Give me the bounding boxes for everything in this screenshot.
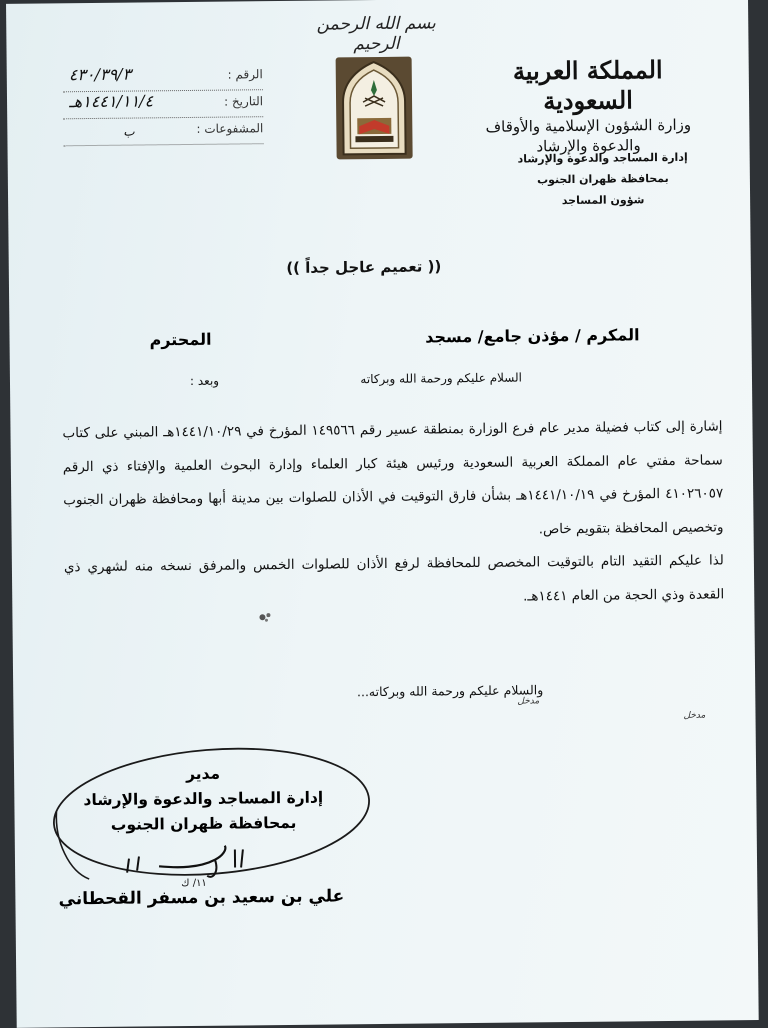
ministry-name-line2: والدعوة والإرشاد — [536, 136, 641, 156]
initials-mark-2: مدخل — [683, 710, 706, 721]
letterhead — [477, 55, 700, 157]
signature-block — [60, 760, 347, 838]
signer-department: إدارة المساجد والدعوة والإرشاد — [83, 788, 324, 810]
signer-governorate: بمحافظة ظهران الجنوب — [110, 813, 297, 834]
department-block — [508, 147, 699, 212]
attachments-row — [63, 117, 263, 146]
reference-number-value: ٤٣٠/٣٩/٣ — [68, 64, 132, 85]
initials-mark: مدخل — [517, 696, 540, 707]
basmala: بسم الله الرحمن الرحيم — [316, 13, 436, 55]
ink-smudge — [250, 607, 280, 627]
reference-number-label: الرقم : — [227, 67, 263, 82]
signer-title: مدير — [185, 764, 221, 784]
attachments-label: المشفوعات : — [196, 121, 264, 136]
letter-paper — [6, 0, 759, 1028]
closing-salutation: والسلام عليكم ورحمة الله وبركاته... — [356, 682, 544, 700]
greeting-after: وبعد : — [189, 373, 220, 388]
reference-block — [63, 63, 264, 146]
greeting-line — [190, 371, 522, 388]
honorific: المحترم — [149, 329, 212, 350]
section-name: شؤون المساجد — [561, 193, 645, 208]
ministry-emblem-icon — [335, 56, 414, 161]
date-label: التاريخ : — [223, 94, 264, 109]
body-paragraph: إشارة إلى كتاب فضيلة مدير عام فرع الوزارة بمنطقة عسير رقم ١٤٩٥٦٦ المؤرخ في ١٤٤١/١٠/٢٩هـ المبني على كتاب سماحة مفتي عام المملكة العربية السعودية ورئيس هيئة كبار العلماء وإدارة البحوث العلمية والإفتاء ذي الرقم ٤١٠٢٦٠٥٧ المؤرخ في ١٤٤١/١٠/١٩هـ بشأن فارق التوقيت في الأذان للصلوات بين مدينة أبها ومحافظة ظهران الجنوب وتخصيص المحافظة بتقويم خاص. — [62, 418, 724, 537]
date-value: ١٤٤١/١١/٤هـ — [68, 91, 154, 112]
governorate-name: بمحافظة ظهران الجنوب — [536, 171, 669, 187]
addressee: المكرم / مؤذن جامع/ مسجد — [425, 325, 640, 347]
department-name: إدارة المساجد والدعوة والإرشاد — [517, 150, 688, 166]
country-name: المملكة العربية السعودية — [512, 55, 663, 116]
urgent-circular-title: (( تعميم عاجل جداً )) — [286, 257, 442, 277]
ministry-name: وزارة الشؤون الإسلامية والأوقاف — [485, 115, 692, 136]
reference-number-row — [63, 63, 263, 92]
date-row — [63, 90, 263, 119]
signature-text: ١١/ ك — [181, 877, 207, 889]
signer-name: علي بن سعيد بن مسفر القحطاني — [58, 886, 345, 910]
handwritten-signature — [119, 837, 250, 888]
body-paragraph: لذا عليكم التقيد التام بالتوقيت المخصص للمحافظة لرفع الأذان للصلوات الخمس والمرفق نسخه منه لشهري ذي القعدة وذي الحجة من العام ١٤٤١هـ. — [63, 552, 725, 605]
addressee-line — [149, 325, 639, 349]
letter-body — [62, 410, 724, 618]
attachments-value: ب — [123, 124, 135, 139]
greeting-salam: السلام عليكم ورحمة الله وبركاته — [360, 370, 523, 387]
